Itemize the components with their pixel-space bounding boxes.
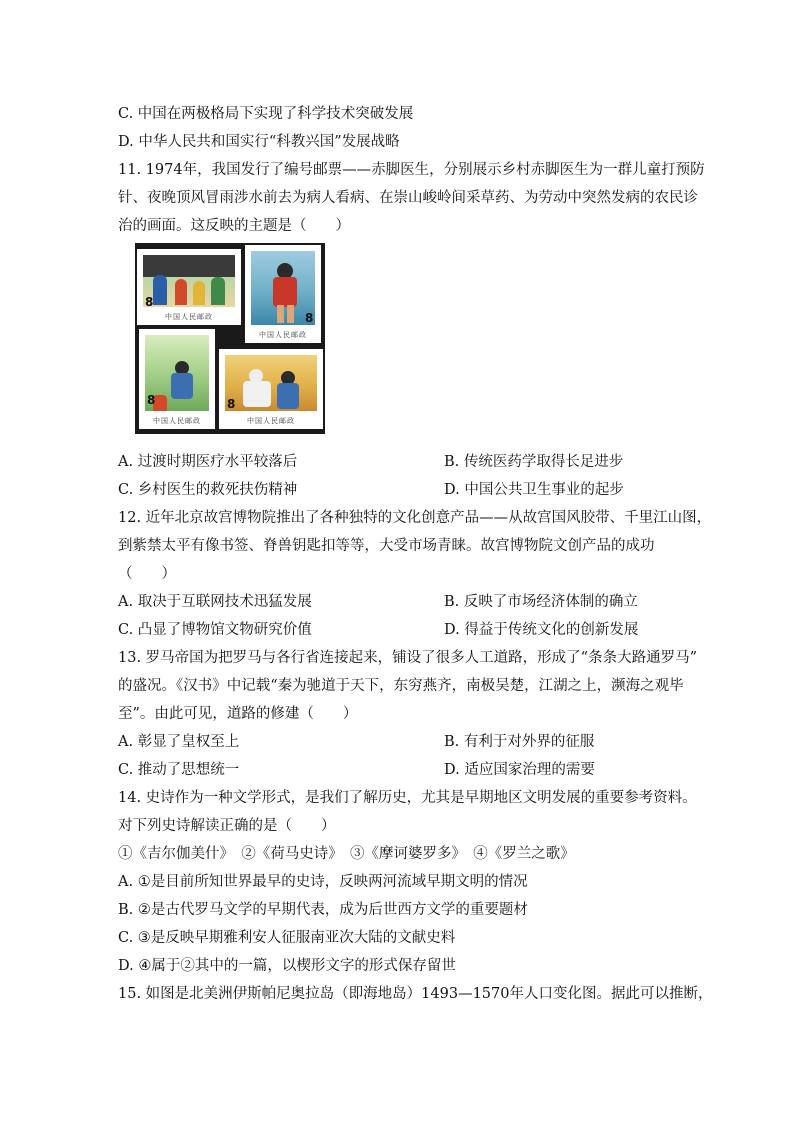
stamp-children bbox=[137, 249, 241, 325]
stamp-treating-farmer bbox=[219, 349, 323, 429]
stamp-caption: 中国人民邮政 bbox=[153, 417, 201, 425]
stamp-denomination: 8 bbox=[145, 295, 154, 309]
q12-option-c[interactable]: C. 凸显了博物馆文物研究价值 bbox=[118, 622, 312, 638]
q14-option-c[interactable]: C. ③是反映早期雅利安人征服南亚次大陆的文献史料 bbox=[118, 930, 456, 946]
q14-option-b[interactable]: B. ②是古代罗马文学的早期代表，成为后世西方文学的重要题材 bbox=[118, 902, 528, 918]
q13-stem-line2: 的盛况。《汉书》中记载“秦为驰道于天下，东穷燕齐，南极吴楚，江湖之上，濒海之观毕 bbox=[118, 678, 684, 694]
q12-option-d[interactable]: D. 得益于传统文化的创新发展 bbox=[444, 622, 639, 638]
q13-stem-line1: 13. 罗马帝国为把罗马与各行省连接起来，铺设了很多人工道路，形成了“条条大路通罗马” bbox=[118, 650, 697, 666]
q10-option-c[interactable]: C. 中国在两极格局下实现了科学技术突破发展 bbox=[118, 106, 414, 122]
stamp-denomination: 8 bbox=[305, 311, 314, 325]
stamp-caption: 中国人民邮政 bbox=[247, 417, 295, 425]
q14-option-a[interactable]: A. ①是目前所知世界最早的史诗，反映两河流域早期文明的情况 bbox=[118, 874, 528, 890]
q14-stem-line2: 对下列史诗解读正确的是（ ） bbox=[118, 818, 336, 834]
q12-stem-line2: 到紫禁太平有像书签、脊兽钥匙扣等等，大受市场青睐。故宫博物院文创产品的成功 bbox=[118, 538, 655, 554]
q11-stem-line1: 11. 1974年，我国发行了编号邮票——赤脚医生，分别展示乡村赤脚医生为一群儿童打预防 bbox=[118, 162, 705, 178]
q11-option-d[interactable]: D. 中国公共卫生事业的起步 bbox=[444, 482, 624, 498]
q10-option-d[interactable]: D. 中华人民共和国实行“科教兴国”发展战略 bbox=[118, 134, 400, 150]
q12-stem-line1: 12. 近年北京故宫博物院推出了各种独特的文化创意产品——从故宫国风胶带、千里江山图， bbox=[118, 510, 712, 526]
q12-stem-line3: （ ） bbox=[118, 566, 176, 582]
q11-stem-line2: 针、夜晚顶风冒雨涉水前去为病人看病、在崇山峻岭间采草药、为劳动中突然发病的农民诊 bbox=[118, 190, 698, 206]
q13-stem-line3: 至”。由此可见，道路的修建（ ） bbox=[118, 706, 358, 722]
stamp-wading-in-rain bbox=[245, 245, 321, 343]
stamp-caption: 中国人民邮政 bbox=[259, 331, 307, 339]
q14-epic-list: ①《吉尔伽美什》 ②《荷马史诗》 ③《摩诃婆罗多》 ④《罗兰之歌》 bbox=[118, 846, 575, 862]
q11-stem-line3: 治的画面。这反映的主题是（ ） bbox=[118, 218, 350, 234]
q12-option-a[interactable]: A. 取决于互联网技术迅猛发展 bbox=[118, 594, 312, 610]
stamp-gathering-herbs bbox=[139, 329, 215, 429]
q12-option-b[interactable]: B. 反映了市场经济体制的确立 bbox=[444, 594, 638, 610]
q13-option-a[interactable]: A. 彰显了皇权至上 bbox=[118, 734, 240, 750]
q11-option-b[interactable]: B. 传统医药学取得长足进步 bbox=[444, 454, 624, 470]
stamp-caption: 中国人民邮政 bbox=[165, 313, 213, 321]
stamp-denomination: 8 bbox=[147, 393, 156, 407]
q13-option-d[interactable]: D. 适应国家治理的需要 bbox=[444, 762, 595, 778]
q11-option-a[interactable]: A. 过渡时期医疗水平较落后 bbox=[118, 454, 298, 470]
q13-option-c[interactable]: C. 推动了思想统一 bbox=[118, 762, 240, 778]
q11-option-c[interactable]: C. 乡村医生的救死扶伤精神 bbox=[118, 482, 298, 498]
stamp-denomination: 8 bbox=[227, 397, 236, 411]
barefoot-doctor-stamps-image bbox=[135, 243, 325, 434]
q14-stem-line1: 14. 史诗作为一种文学形式，是我们了解历史，尤其是早期地区文明发展的重要参考资料。 bbox=[118, 790, 697, 806]
q13-option-b[interactable]: B. 有利于对外界的征服 bbox=[444, 734, 595, 750]
q15-stem-line1: 15. 如图是北美洲伊斯帕尼奥拉岛（即海地岛）1493—1570年人口变化图。据此可以推断， bbox=[118, 986, 713, 1002]
q14-option-d[interactable]: D. ④属于②其中的一篇，以楔形文字的形式保存留世 bbox=[118, 958, 456, 974]
